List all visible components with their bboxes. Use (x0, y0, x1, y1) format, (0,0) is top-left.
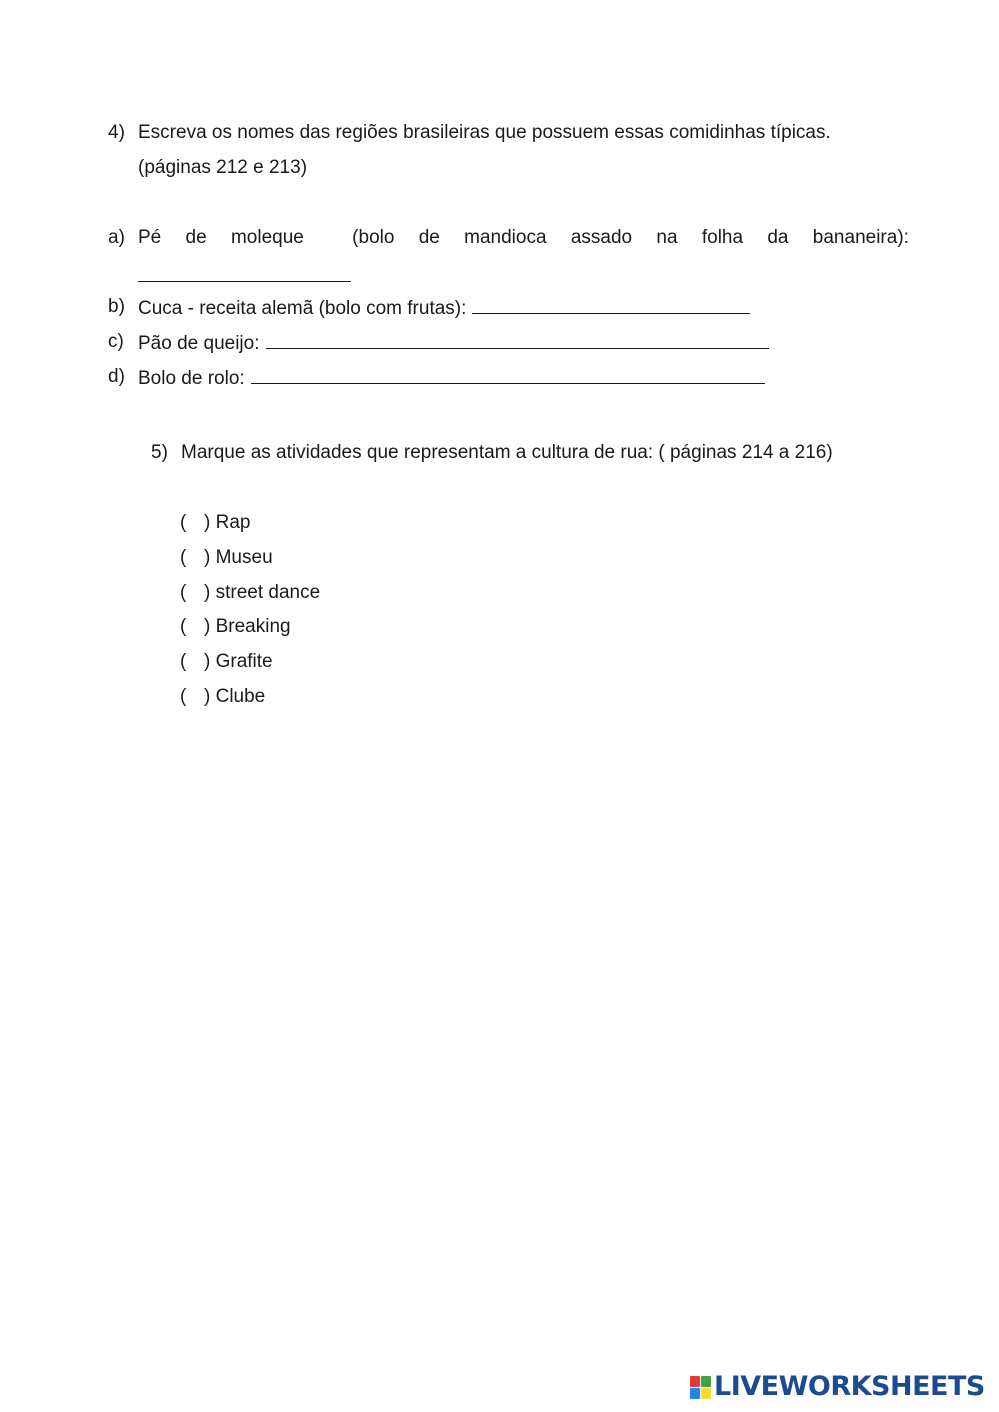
item-d-answer-blank[interactable] (251, 366, 765, 384)
item-a-word: de (185, 227, 207, 248)
item-c-text: Pão de queijo: (138, 333, 260, 354)
item-c-letter: c) (108, 331, 124, 352)
item-a-word: folha (701, 227, 744, 248)
item-a-letter: a) (108, 227, 125, 248)
item-d-letter: d) (108, 366, 125, 387)
item-c-answer-blank[interactable] (266, 331, 769, 349)
item-b-letter: b) (108, 296, 125, 317)
item-a-word: bananeira): (812, 227, 909, 248)
question-5-text: Marque as atividades que representam a cultura de rua: ( páginas 214 a 216) (181, 442, 833, 463)
item-a-answer-blank[interactable] (138, 264, 351, 282)
item-d-text: Bolo de rolo: (138, 368, 245, 389)
option-checkbox[interactable]: ( (180, 651, 187, 672)
logo-mark-icon (690, 1376, 711, 1399)
option-label: ) Museu (204, 547, 273, 568)
option-checkbox[interactable]: ( (180, 512, 187, 533)
question-4-text: Escreva os nomes das regiões brasileiras que possuem essas comidinhas típicas. (138, 122, 831, 143)
liveworksheets-logo (690, 1372, 985, 1402)
item-a-word: assado (570, 227, 633, 248)
option-label: ) Breaking (204, 616, 291, 637)
item-a-word: na (656, 227, 678, 248)
option-label: ) Clube (204, 686, 266, 707)
logo-square (690, 1376, 700, 1387)
item-b-answer-blank[interactable] (472, 296, 750, 314)
option-label: ) street dance (204, 582, 321, 603)
item-b-text: Cuca - receita alemã (bolo com frutas): (138, 298, 467, 319)
logo-text: LIVEWORKSHEETS (714, 1371, 985, 1402)
item-a-word: da (767, 227, 789, 248)
item-a-word: (bolo (352, 227, 395, 248)
option-checkbox[interactable]: ( (180, 686, 187, 707)
option-label: ) Grafite (204, 651, 273, 672)
question-5-number: 5) (151, 442, 168, 463)
option-checkbox[interactable]: ( (180, 547, 187, 568)
question-4-pages: (páginas 212 e 213) (138, 157, 308, 178)
item-a-text (138, 227, 909, 249)
option-checkbox[interactable]: ( (180, 582, 187, 603)
item-a-word: moleque (230, 227, 304, 248)
item-a-word: de (418, 227, 440, 248)
logo-square (701, 1376, 711, 1387)
item-a-word: mandioca (464, 227, 547, 248)
question-4-number: 4) (108, 122, 125, 143)
logo-square (701, 1388, 711, 1399)
option-checkbox[interactable]: ( (180, 616, 187, 637)
option-label: ) Rap (204, 512, 251, 533)
item-a-word: Pé (138, 227, 162, 248)
logo-square (690, 1388, 700, 1399)
